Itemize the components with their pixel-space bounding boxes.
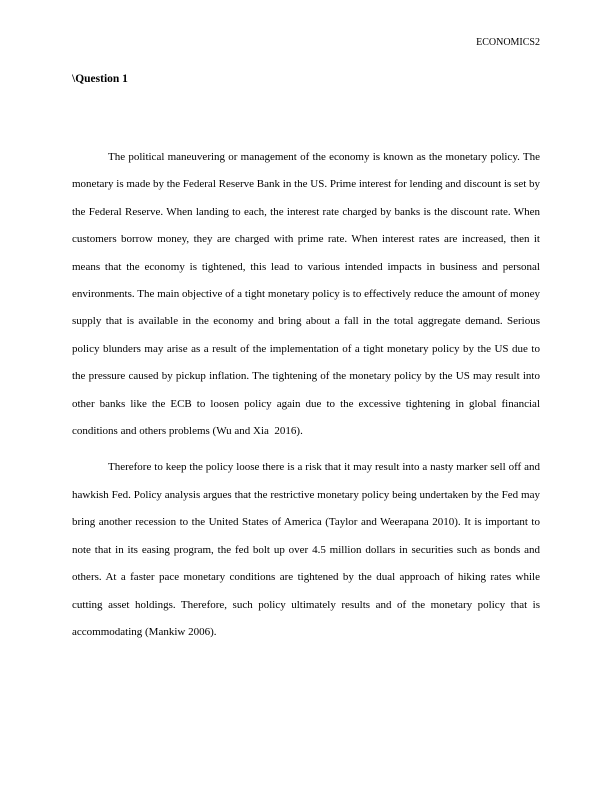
running-head: ECONOMICS2 bbox=[476, 37, 540, 48]
paragraph-1: The political maneuvering or management of the economy is known as the monetary policy. The monetary is made by the Federal Reserve Bank in the US. Prime interest for lending and discount is set by the Federal Reserve. When landing to each, the interest rate charged by banks is the discount rate. When customers borrow money, they are charged with prime rate. When interest rates are increased, then it means that the economy is tightened, this lead to various intended impacts in business and personal environments. The main objective of a tight monetary policy is to effectively reduce the amount of money supply that is available in the economy and bring about a fall in the total aggregate demand. Serious policy blunders may arise as a result of the implementation of a tight monetary policy by the US due to the pressure caused by pickup inflation. The tightening of the monetary policy by the US may result into other banks like the ECB to loosen policy again due to the excessive tightening in global financial conditions and others problems (Wu and Xia 2016). bbox=[72, 151, 543, 438]
body-text bbox=[72, 144, 543, 655]
paragraph-2: Therefore to keep the policy loose there is a risk that it may result into a nasty marker sell off and hawkish Fed. Policy analysis argues that the restrictive monetary policy being undertaken by the Fed may bring another recession to the United States of America (Taylor and Weerapana 2010). It is important to note that in its easing program, the fed bolt up over 4.5 million dollars in securities such as bonds and others. At a faster pace monetary conditions are tightened by the dual approach of hiking rates while cutting asset holdings. Therefore, such policy ultimately results and of the monetary policy that is accommodating (Mankiw 2006). bbox=[72, 461, 543, 638]
question-heading: \Question 1 bbox=[72, 73, 128, 85]
